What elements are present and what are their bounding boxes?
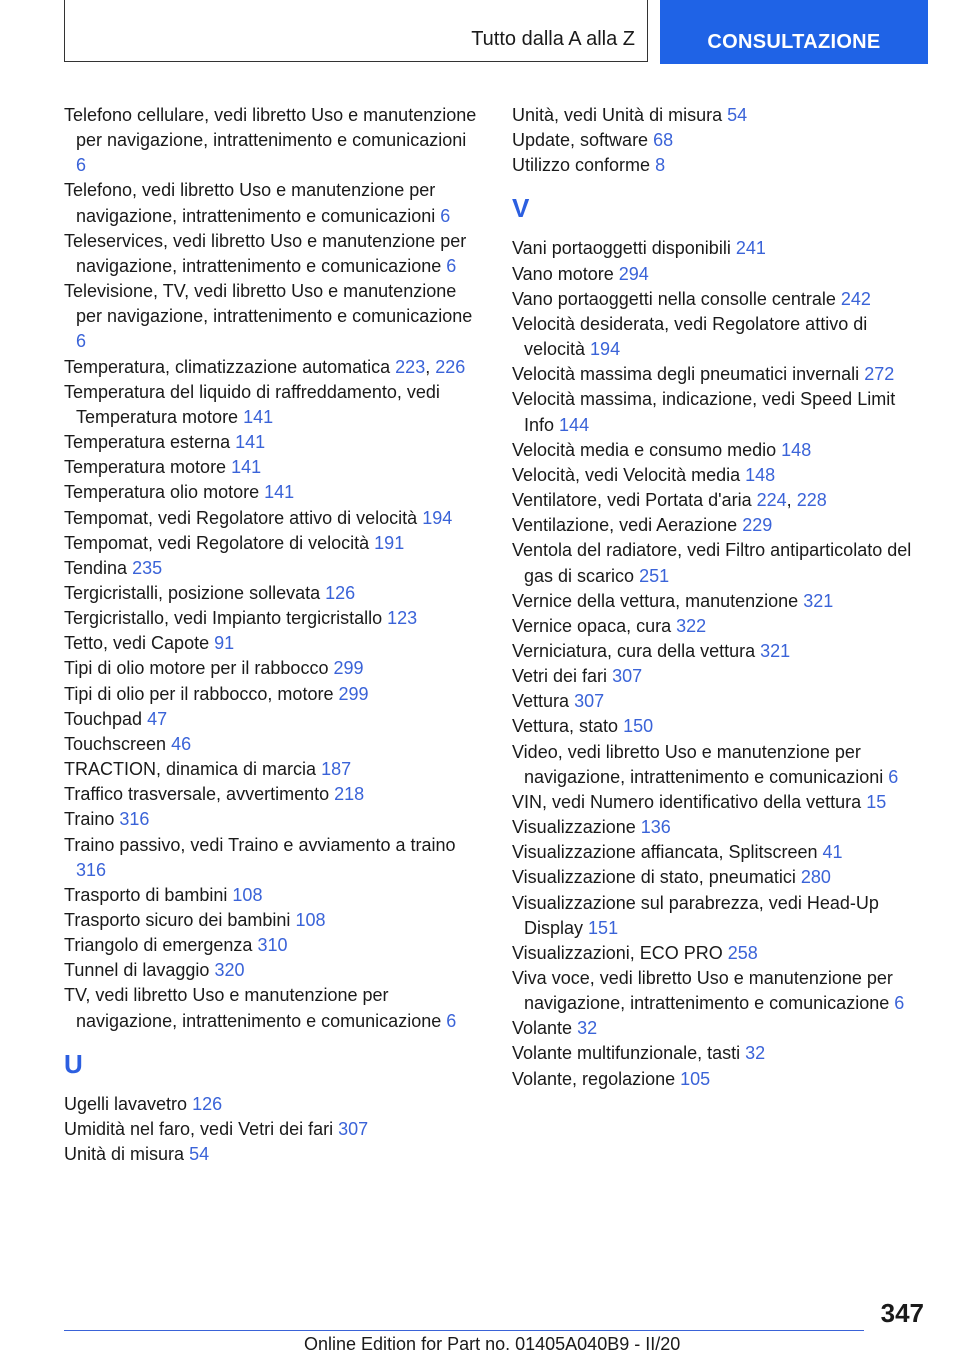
index-entry-term: Velocità, vedi Velocità media xyxy=(512,464,741,485)
page-reference-link[interactable]: 150 xyxy=(623,716,654,737)
page-reference-link[interactable]: 141 xyxy=(231,457,262,478)
page-reference-link[interactable]: 316 xyxy=(119,809,150,830)
index-entry xyxy=(64,682,478,707)
index-entry-term: Ventola del radiatore, vedi Filtro antiparticolato del gas di scarico xyxy=(512,540,912,586)
index-entry xyxy=(64,531,478,556)
index-entry-term: Tempomat, vedi Regolatore di velocità xyxy=(64,532,370,553)
index-entry xyxy=(512,287,928,312)
page-reference-link[interactable]: 141 xyxy=(235,432,266,453)
index-entry xyxy=(64,606,478,631)
page-reference-link[interactable]: 321 xyxy=(760,640,791,661)
index-entry xyxy=(512,941,928,966)
page-reference-link[interactable]: 148 xyxy=(745,464,776,485)
index-entry xyxy=(64,656,478,681)
index-entry xyxy=(512,538,928,588)
index-entry-term: Tendina xyxy=(64,557,128,578)
index-entry-term: Volante, regolazione xyxy=(512,1068,676,1089)
page-reference-link[interactable]: 307 xyxy=(338,1118,369,1139)
index-entry-term: Vettura, stato xyxy=(512,716,619,737)
index-entry-term: Visualizzazione sul parabrezza, vedi Head-Up Display xyxy=(512,892,879,938)
index-entry-term: Telefono cellulare, vedi libretto Uso e manutenzione per navigazione, intrattenimento e comunicazioni xyxy=(64,105,477,151)
index-entry-term: Visualizzazioni, ECO PRO xyxy=(512,942,723,963)
page-reference-link[interactable]: 91 xyxy=(214,633,235,654)
index-entry xyxy=(512,614,928,639)
page-reference-link[interactable]: 151 xyxy=(588,917,619,938)
index-entry-term: Vernice opaca, cura xyxy=(512,615,672,636)
page-reference-link[interactable]: 280 xyxy=(800,867,831,888)
page-reference-link[interactable]: 194 xyxy=(422,507,453,528)
index-entry xyxy=(64,581,478,606)
index-entry xyxy=(64,1092,478,1117)
page-reference-link[interactable]: 6 xyxy=(446,1010,457,1031)
index-entry-term: Trasporto sicuro dei bambini xyxy=(64,910,291,930)
page-reference-link[interactable]: 194 xyxy=(590,339,621,360)
index-column-left xyxy=(64,103,478,1167)
index-entry xyxy=(512,438,928,463)
page-reference-link[interactable]: 223 xyxy=(395,356,426,377)
index-entry-term: Update, software xyxy=(512,130,649,151)
index-entry xyxy=(512,513,928,538)
index-entry xyxy=(512,387,928,437)
page-number: 347 xyxy=(880,1298,924,1328)
index-entry xyxy=(512,1067,928,1092)
index-entry-term: Ugelli lavavetro xyxy=(64,1093,188,1114)
index-entry-term: Temperatura esterna xyxy=(64,432,231,453)
page-reference-link[interactable]: 6 xyxy=(76,331,87,352)
page-reference-link[interactable]: 235 xyxy=(132,557,163,578)
page-reference-link[interactable]: 41 xyxy=(822,842,843,863)
page-reference-link[interactable]: 141 xyxy=(264,482,295,503)
index-entry xyxy=(64,480,478,505)
index-entry xyxy=(512,815,928,840)
index-entry-term: Unità, vedi Unità di misura xyxy=(512,105,723,125)
index-entry xyxy=(512,740,928,790)
index-entry xyxy=(64,707,478,732)
index-column-right xyxy=(512,103,928,1092)
page-reference-link[interactable]: 299 xyxy=(333,658,364,679)
page-reference-link[interactable]: 54 xyxy=(727,105,748,125)
page-reference-link[interactable]: 6 xyxy=(446,255,457,276)
index-entry xyxy=(512,103,928,128)
index-entry xyxy=(512,664,928,689)
index-entry-term: Touchscreen xyxy=(64,733,167,754)
index-entry: Temperatura, climatizzazione automatica 223, 226 xyxy=(64,356,466,377)
index-entry xyxy=(512,689,928,714)
index-entry xyxy=(512,840,928,865)
page-reference-link[interactable]: 321 xyxy=(803,590,834,611)
index-entry-term: Vano motore xyxy=(512,263,614,284)
page-reference-link[interactable]: 307 xyxy=(612,666,643,687)
index-entry-term: Temperatura, climatizzazione automatica xyxy=(64,356,391,377)
index-entry-term: Traino passivo, vedi Traino e avviamento a traino xyxy=(64,834,456,855)
index-entry-term: Tipi di olio motore per il rabbocco xyxy=(64,658,329,679)
index-entry xyxy=(512,312,928,362)
index-entry xyxy=(64,782,478,807)
index-entry xyxy=(64,380,478,430)
index-entry-term: Tipi di olio per il rabbocco, motore xyxy=(64,683,334,704)
page-reference-link[interactable]: 294 xyxy=(618,263,649,284)
index-entry-term: Telefono, vedi libretto Uso e manutenzione per navigazione, intrattenimento e comunicazioni xyxy=(64,180,436,226)
page-reference-link[interactable]: 251 xyxy=(639,565,670,586)
index-entry-term: Vettura xyxy=(512,691,570,712)
page-reference-link[interactable]: 8 xyxy=(655,155,666,176)
page-reference-link[interactable]: 126 xyxy=(192,1093,223,1114)
index-entry-term: Triangolo di emergenza xyxy=(64,935,253,956)
footer-edition: Online Edition for Part no. 01405A040B9 - II/20 xyxy=(304,1334,681,1354)
section-tab xyxy=(64,0,648,62)
page-reference-link[interactable]: 299 xyxy=(338,683,369,704)
index-entry xyxy=(512,714,928,739)
index-letter-heading: V xyxy=(512,193,530,224)
index-entry xyxy=(64,229,478,279)
footer-divider xyxy=(64,1330,864,1331)
index-entry-term: Volante xyxy=(512,1018,573,1039)
page-reference-link[interactable]: 258 xyxy=(727,942,758,963)
index-entry xyxy=(512,790,928,815)
index-entry-term: Traffico trasversale, avvertimento xyxy=(64,784,330,805)
page-reference-link[interactable]: 68 xyxy=(653,130,674,151)
page-reference-link[interactable]: 316 xyxy=(76,859,107,880)
index-entry xyxy=(64,506,478,531)
index-entry-term: Velocità massima degli pneumatici invernali xyxy=(512,364,860,385)
index-entry xyxy=(512,589,928,614)
index-entry-term: Touchpad xyxy=(64,708,143,729)
index-entry-term: Tempomat, vedi Regolatore attivo di velocità xyxy=(64,507,418,528)
index-entry xyxy=(64,556,478,581)
index-entry xyxy=(64,983,478,1033)
page-reference-link[interactable]: 108 xyxy=(295,910,326,930)
page-reference-link[interactable]: 322 xyxy=(676,615,707,636)
page-reference-link[interactable]: 141 xyxy=(243,406,274,427)
page-reference-link[interactable]: 148 xyxy=(781,439,812,460)
index-entry xyxy=(64,103,478,178)
page-reference-link[interactable]: 136 xyxy=(640,817,671,838)
index-entry-term: Unità di misura xyxy=(64,1144,185,1165)
index-entry-term: Vetri dei fari xyxy=(512,666,608,687)
index-entry-term: Temperatura motore xyxy=(64,457,227,478)
index-entry-term: Ventilatore, vedi Portata d'aria xyxy=(512,490,752,511)
page-reference-link[interactable]: 123 xyxy=(387,608,418,629)
index-entry xyxy=(512,1016,928,1041)
index-entry-term: Tergicristallo, vedi Impianto tergicristallo xyxy=(64,608,383,629)
index-entry-term: Verniciatura, cura della vettura xyxy=(512,640,756,661)
index-letter-heading: U xyxy=(64,1048,83,1079)
index-entry-term: TV, vedi libretto Uso e manutenzione per navigazione, intrattenimento e comunicazione xyxy=(64,985,442,1031)
index-entry xyxy=(64,1117,478,1142)
index-entry xyxy=(64,908,478,933)
page-reference-link[interactable]: 229 xyxy=(742,515,773,536)
index-entry-term: Tergicristalli, posizione sollevata xyxy=(64,582,321,603)
page-reference-link[interactable]: 307 xyxy=(574,691,605,712)
index-entry-term: Tunnel di lavaggio xyxy=(64,960,210,981)
page-reference-link[interactable]: 310 xyxy=(257,935,288,956)
index-entry-term: VIN, vedi Numero identificativo della vettura xyxy=(512,791,862,812)
index-entry: Ventilatore, vedi Portata d'aria 224, 228 xyxy=(512,490,827,511)
page-reference-link[interactable]: 54 xyxy=(189,1144,210,1165)
page-reference-link[interactable]: 32 xyxy=(577,1018,598,1039)
page-reference-link[interactable]: 241 xyxy=(735,238,766,259)
index-entry-term: TRACTION, dinamica di marcia xyxy=(64,759,317,780)
page-reference-link[interactable]: 47 xyxy=(147,708,168,729)
index-entry-term: Viva voce, vedi libretto Uso e manutenzione per navigazione, intrattenimento e comunicazione xyxy=(512,968,893,1014)
index-entry-term: Vano portaoggetti nella consolle centrale xyxy=(512,288,836,309)
index-entry-term: Vani portaoggetti disponibili xyxy=(512,238,731,259)
index-entry-term: Televisione, TV, vedi libretto Uso e manutenzione per navigazione, intrattenimento e comunicazione xyxy=(64,281,473,327)
page-reference-link[interactable]: 320 xyxy=(214,960,245,981)
index-entry xyxy=(512,1041,928,1066)
index-entry-term: Utilizzo conforme xyxy=(512,155,651,176)
index-entry-term: Video, vedi libretto Uso e manutenzione per navigazione, intrattenimento e comunicazioni xyxy=(512,741,884,787)
page-reference-link[interactable]: 228 xyxy=(796,490,827,511)
index-entry xyxy=(64,279,478,354)
page-reference-link[interactable]: 218 xyxy=(334,784,365,805)
index-entry xyxy=(512,463,928,488)
page-reference-link[interactable]: 224 xyxy=(756,490,787,511)
page-reference-link[interactable]: 226 xyxy=(435,356,466,377)
index-entry xyxy=(512,236,928,261)
index-entry xyxy=(64,958,478,983)
index-entry xyxy=(64,933,478,958)
index-entry-term: Temperatura olio motore xyxy=(64,482,260,503)
index-entry-term: Visualizzazione di stato, pneumatici xyxy=(512,867,796,888)
index-entry xyxy=(512,128,928,153)
page-reference-link[interactable]: 105 xyxy=(680,1068,711,1089)
index-entry-term: Vernice della vettura, manutenzione xyxy=(512,590,799,611)
index-entry-term: Temperatura del liquido di raffreddamento, vedi Temperatura motore xyxy=(64,381,440,427)
index-entry-term: Velocità media e consumo medio xyxy=(512,439,777,460)
index-entry xyxy=(512,362,928,387)
index-entry-term: Teleservices, vedi libretto Uso e manutenzione per navigazione, intrattenimento e comunicazione xyxy=(64,230,467,276)
page-reference-link[interactable]: 6 xyxy=(888,766,899,787)
index-entry-term: Visualizzazione xyxy=(512,817,636,838)
index-entry xyxy=(64,455,478,480)
index-entry-term: Visualizzazione affiancata, Splitscreen xyxy=(512,842,818,863)
page-reference-link[interactable]: 46 xyxy=(171,733,192,754)
page-reference-link[interactable]: 6 xyxy=(440,205,451,226)
index-entry xyxy=(64,883,478,908)
page-reference-link[interactable]: 242 xyxy=(840,288,871,309)
index-entry-term: Velocità desiderata, vedi Regolatore attivo di velocità xyxy=(512,313,868,360)
section-title: Tutto dalla A alla Z xyxy=(471,28,635,50)
page-reference-link[interactable]: 187 xyxy=(321,759,352,780)
index-entry-term: Umidità nel faro, vedi Vetri dei fari xyxy=(64,1118,334,1139)
index-entry xyxy=(512,966,928,1016)
page-reference-link[interactable]: 32 xyxy=(745,1043,766,1064)
page-reference-link[interactable]: 108 xyxy=(232,884,263,905)
page-header xyxy=(64,0,928,64)
chapter-title: CONSULTAZIONE xyxy=(707,31,881,53)
index-entry-term: Volante multifunzionale, tasti xyxy=(512,1043,741,1064)
index-entry-term: Tetto, vedi Capote xyxy=(64,633,210,654)
index-entry xyxy=(64,732,478,757)
index-entry xyxy=(64,430,478,455)
index-entry xyxy=(64,807,478,832)
page-reference-link[interactable]: 6 xyxy=(76,155,87,176)
index-entry xyxy=(512,865,928,890)
index-entry-term: Traino xyxy=(64,809,115,830)
chapter-tab xyxy=(660,0,928,64)
page-reference-link[interactable]: 6 xyxy=(894,993,905,1014)
index-entry-term: Ventilazione, vedi Aerazione xyxy=(512,515,738,536)
index-entry-term: Velocità massima, indicazione, vedi Speed Limit Info xyxy=(512,389,896,435)
page-reference-link[interactable]: 144 xyxy=(559,414,590,435)
index-entry xyxy=(512,262,928,287)
page-reference-link[interactable]: 126 xyxy=(325,582,356,603)
page-reference-link[interactable]: 191 xyxy=(374,532,405,553)
index-entry xyxy=(64,833,478,883)
page-reference-link[interactable]: 272 xyxy=(864,364,895,385)
index-entry xyxy=(64,178,478,228)
index-entry xyxy=(512,153,928,178)
index-entry xyxy=(64,631,478,656)
page-reference-link[interactable]: 15 xyxy=(866,791,887,812)
index-entry-term: Trasporto di bambini xyxy=(64,884,228,905)
index-entry xyxy=(64,1142,478,1167)
index-entry xyxy=(512,639,928,664)
index-entry xyxy=(512,891,928,941)
index-entry xyxy=(64,757,478,782)
